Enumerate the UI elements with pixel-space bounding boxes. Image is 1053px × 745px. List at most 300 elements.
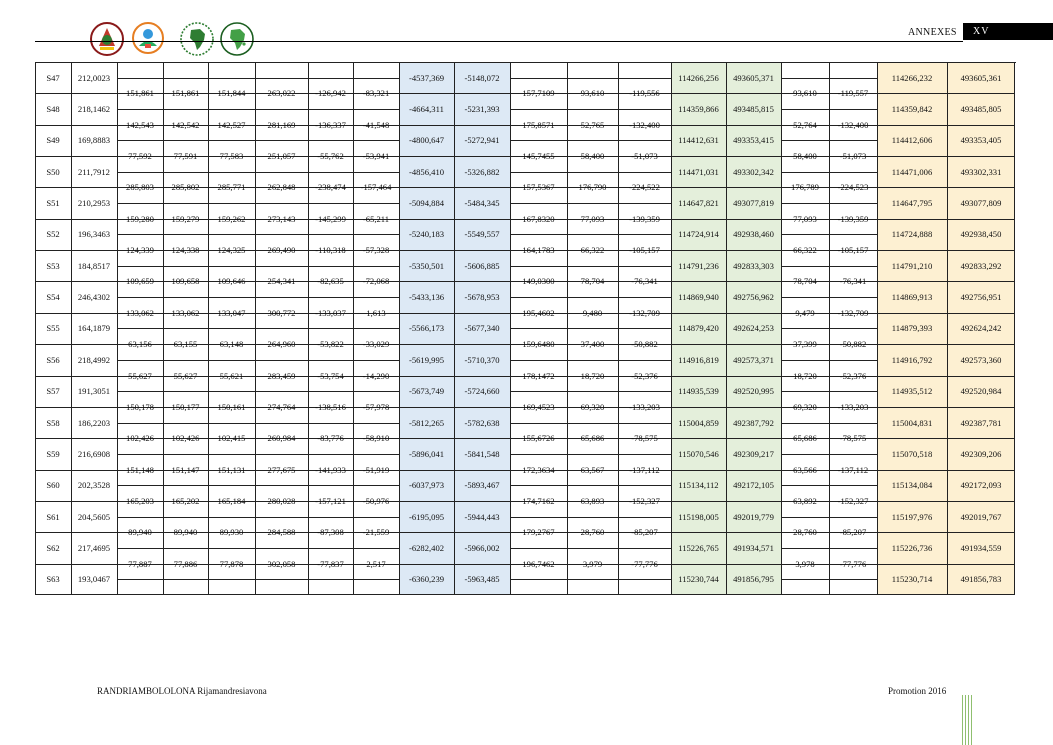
segment-value-cell: -51,073	[839, 151, 867, 162]
segment-value-cell: 133,062	[171, 307, 200, 318]
grid-hline	[308, 109, 354, 110]
station-id-cell: S60	[46, 480, 60, 491]
header-rule	[35, 41, 963, 42]
station-o1-cell: 114935,512	[891, 386, 933, 397]
station-val-cell: 218,4992	[77, 354, 111, 365]
segment-value-cell: 251,057	[267, 151, 296, 162]
grid-hline	[781, 328, 830, 329]
station-g1-cell: 114412,631	[678, 135, 719, 146]
segment-value-cell: 124,325	[217, 245, 246, 256]
segment-value-cell: 63,567	[580, 464, 605, 475]
station-e1-cell: -5673,749	[408, 386, 445, 397]
station-id-cell: S50	[46, 166, 60, 177]
segment-value-cell: -132,709	[629, 307, 660, 318]
segment-value-cell: 77,887	[128, 558, 152, 569]
segment-value-cell: 52,764	[793, 119, 817, 130]
segment-value-cell: 167,8320	[522, 213, 555, 224]
segment-value-cell: -145,299	[315, 213, 346, 224]
grid-hline	[829, 266, 878, 267]
grid-hline	[567, 203, 619, 204]
station-e2-cell: -5484,345	[464, 198, 500, 209]
segment-value-cell: -41,548	[362, 119, 390, 130]
segment-value-cell: 179,2767	[522, 527, 555, 538]
segment-value-cell: 58,400	[580, 151, 605, 162]
segment-value-cell: 37,400	[580, 339, 605, 350]
station-val-cell: 212,0023	[77, 72, 111, 83]
grid-hline	[353, 548, 400, 549]
station-g1-cell: 115070,546	[678, 448, 719, 459]
grid-hline	[255, 548, 309, 549]
grid-hline	[510, 234, 568, 235]
segment-value-cell: 164,1783	[522, 245, 555, 256]
station-g1-cell: 114879,420	[678, 323, 719, 334]
grid-hline	[163, 172, 209, 173]
station-g2-cell: 493353,415	[733, 135, 774, 146]
station-val-cell: 164,1879	[77, 323, 111, 334]
segment-value-cell: 63,156	[128, 339, 152, 350]
segment-value-cell: -65,211	[362, 213, 390, 224]
segment-value-cell: -110,318	[315, 245, 346, 256]
station-g2-cell: 492624,253	[733, 323, 774, 334]
station-id-cell: S59	[46, 448, 60, 459]
segment-value-cell: 102,426	[171, 433, 200, 444]
segment-value-cell: 109,659	[126, 276, 154, 287]
station-id-cell: S51	[46, 198, 60, 209]
segment-value-cell: 109,658	[171, 276, 200, 287]
station-e2-cell: -5326,882	[464, 166, 500, 177]
segment-value-cell: 165,184	[217, 495, 246, 506]
grid-hline	[829, 328, 878, 329]
grid-hline	[510, 109, 568, 110]
grid-hline	[618, 454, 672, 455]
grid-hline	[781, 548, 830, 549]
grid-hline	[163, 109, 209, 110]
segment-value-cell: 77,886	[173, 558, 198, 569]
station-o2-cell: 492520,984	[960, 386, 1002, 397]
segment-value-cell: 1,613	[366, 307, 386, 318]
grid-hline	[117, 485, 164, 486]
segment-value-cell: 277,675	[267, 464, 296, 475]
station-val-cell: 184,8517	[77, 260, 111, 271]
segment-value-cell: -78,575	[631, 433, 658, 444]
grid-hline	[829, 78, 878, 79]
grid-hline	[510, 548, 568, 549]
segment-value-cell: -77,837	[317, 558, 344, 569]
grid-hline	[829, 548, 878, 549]
grid-hline	[510, 360, 568, 361]
grid-hline	[255, 517, 309, 518]
grid-hline	[353, 172, 400, 173]
grid-hline	[208, 548, 256, 549]
segment-value-cell: 37,399	[793, 339, 817, 350]
grid-hline	[618, 172, 672, 173]
grid-hline	[208, 203, 256, 204]
grid-hline	[163, 360, 209, 361]
grid-hline	[163, 423, 209, 424]
grid-hline	[255, 423, 309, 424]
grid-hline	[781, 203, 830, 204]
grid-hline	[117, 454, 164, 455]
segment-value-cell: 3,979	[582, 558, 603, 569]
africa-map-icon	[178, 20, 216, 58]
segment-value-cell: 124,338	[171, 245, 200, 256]
station-o2-cell: 492387,781	[960, 417, 1002, 428]
segment-value-cell: -21,559	[362, 527, 390, 538]
grid-hline	[308, 172, 354, 173]
grid-hline	[255, 360, 309, 361]
segment-value-cell: -53,822	[317, 339, 344, 350]
grid-hline	[208, 109, 256, 110]
station-e1-cell: -5896,041	[408, 448, 445, 459]
grid-hline	[117, 78, 164, 79]
grid-hline	[163, 548, 209, 549]
segment-value-cell: 280,028	[267, 495, 296, 506]
segment-value-cell: -83,321	[362, 88, 390, 99]
segment-value-cell: 9,479	[795, 307, 815, 318]
grid-hline	[781, 360, 830, 361]
station-e2-cell: -5272,941	[464, 135, 500, 146]
station-e1-cell: -5812,265	[408, 417, 445, 428]
header-annexes-label: ANNEXES	[908, 27, 957, 38]
segment-value-cell: 151,147	[171, 464, 200, 475]
grid-hline	[829, 297, 878, 298]
segment-value-cell: -50,882	[631, 339, 658, 350]
segment-value-cell: -132,709	[837, 307, 869, 318]
segment-value-cell: 63,155	[173, 339, 198, 350]
segment-value-cell: 63,148	[219, 339, 244, 350]
grid-hline	[308, 454, 354, 455]
station-g1-cell: 114647,821	[678, 198, 719, 209]
grid-hline	[117, 360, 164, 361]
grid-hline	[208, 360, 256, 361]
grid-hline	[618, 328, 672, 329]
segment-value-cell: 93,610	[793, 88, 817, 99]
station-val-cell: 216,6908	[77, 448, 111, 459]
grid-hline	[781, 517, 830, 518]
station-e2-cell: -5710,370	[464, 354, 500, 365]
grid-hline	[353, 360, 400, 361]
segment-value-cell: -157,121	[315, 495, 346, 506]
grid-hline	[567, 172, 619, 173]
segment-value-cell: -76,341	[631, 276, 658, 287]
grid-hline	[353, 203, 400, 204]
grid-hline	[117, 517, 164, 518]
segment-value-cell: 77,592	[128, 151, 152, 162]
segment-value-cell: -133,203	[629, 401, 660, 412]
station-g1-cell: 115134,112	[678, 480, 719, 491]
segment-value-cell: 55,627	[173, 370, 198, 381]
station-e1-cell: -6037,973	[408, 480, 445, 491]
station-g2-cell: 493485,815	[733, 104, 774, 115]
grid-hline	[35, 62, 1016, 63]
grid-hline	[117, 203, 164, 204]
segment-value-cell: -136,337	[315, 119, 346, 130]
segment-value-cell: -138,516	[315, 401, 346, 412]
station-o2-cell: 493605,361	[960, 72, 1002, 83]
grid-hline	[255, 172, 309, 173]
station-g1-cell: 114471,031	[678, 166, 719, 177]
grid-hline	[510, 266, 568, 267]
segment-value-cell: -139,359	[837, 213, 869, 224]
grid-hline	[308, 423, 354, 424]
station-o1-cell: 114471,006	[891, 166, 933, 177]
station-o1-cell: 115226,736	[891, 542, 933, 553]
station-g2-cell: 493077,819	[733, 198, 774, 209]
segment-value-cell: -53,754	[317, 370, 344, 381]
station-o2-cell: 493077,809	[960, 198, 1002, 209]
segment-value-cell: 93,610	[580, 88, 605, 99]
segment-value-cell: -139,359	[629, 213, 660, 224]
segment-value-cell: -14,290	[362, 370, 390, 381]
grid-hline	[781, 266, 830, 267]
station-e2-cell: -5893,467	[464, 480, 500, 491]
grid-hline	[163, 454, 209, 455]
station-e1-cell: -4800,647	[408, 135, 445, 146]
station-g1-cell: 115198,005	[678, 511, 719, 522]
segment-value-cell: 274,764	[267, 401, 296, 412]
grid-hline	[208, 140, 256, 141]
segment-value-cell: -132,400	[837, 119, 869, 130]
segment-value-cell: 150,161	[217, 401, 246, 412]
segment-value-cell: 175,8571	[522, 119, 555, 130]
station-g1-cell: 114791,236	[678, 260, 719, 271]
segment-value-cell: 3,978	[795, 558, 815, 569]
grid-hline	[163, 485, 209, 486]
station-id-cell: S48	[46, 104, 60, 115]
station-e2-cell: -5678,953	[464, 292, 500, 303]
station-e1-cell: -4664,311	[409, 104, 444, 115]
grid-hline	[353, 423, 400, 424]
segment-value-cell: 55,621	[219, 370, 244, 381]
grid-hline	[567, 423, 619, 424]
station-e2-cell: -5944,443	[464, 511, 500, 522]
segment-value-cell: 145,7455	[522, 151, 555, 162]
station-o1-cell: 114869,913	[891, 292, 933, 303]
grid-hline	[618, 391, 672, 392]
station-e1-cell: -5350,501	[408, 260, 445, 271]
station-val-cell: 211,7912	[78, 166, 110, 177]
segment-value-cell: 195,4602	[522, 307, 555, 318]
grid-hline	[829, 360, 878, 361]
station-o2-cell: 491856,783	[960, 574, 1002, 585]
station-id-cell: S55	[46, 323, 60, 334]
segment-value-cell: 133,062	[126, 307, 154, 318]
grid-hline	[353, 328, 400, 329]
segment-value-cell: -33,029	[362, 339, 390, 350]
station-g2-cell: 492756,962	[733, 292, 774, 303]
segment-value-cell: 69,320	[793, 401, 817, 412]
station-g2-cell: 492833,303	[733, 260, 774, 271]
station-o1-cell: 115230,714	[891, 574, 933, 585]
grid-hline	[208, 391, 256, 392]
grid-hline	[208, 328, 256, 329]
station-e1-cell: -6195,095	[408, 511, 445, 522]
grid-hline	[829, 391, 878, 392]
grid-hline	[567, 109, 619, 110]
segment-value-cell: 109,646	[217, 276, 246, 287]
grid-hline	[308, 234, 354, 235]
segment-value-cell: -55,762	[317, 151, 344, 162]
segment-value-cell: 89,940	[128, 527, 152, 538]
station-o2-cell: 493485,805	[960, 104, 1002, 115]
grid-hline	[163, 297, 209, 298]
segment-value-cell: 133,047	[217, 307, 246, 318]
station-id-cell: S63	[46, 574, 60, 585]
grid-hline	[829, 454, 878, 455]
segment-value-cell: 150,178	[126, 401, 154, 412]
station-g1-cell: 114869,940	[678, 292, 719, 303]
grid-hline	[567, 328, 619, 329]
grid-hline	[163, 391, 209, 392]
station-o1-cell: 115197,976	[891, 511, 933, 522]
station-e1-cell: -5566,173	[408, 323, 445, 334]
grid-hline	[308, 140, 354, 141]
segment-value-cell: -52,376	[631, 370, 658, 381]
segment-value-cell: -157,464	[360, 182, 392, 193]
segment-value-cell: 263,022	[267, 88, 296, 99]
station-id-cell: S61	[46, 511, 60, 522]
grid-hline	[255, 297, 309, 298]
grid-hline	[353, 109, 400, 110]
segment-value-cell: -133,203	[837, 401, 869, 412]
segment-value-cell: 2,517	[366, 558, 386, 569]
segment-value-cell: -119,556	[629, 88, 660, 99]
segment-value-cell: 65,686	[580, 433, 605, 444]
station-id-cell: S52	[46, 229, 60, 240]
grid-hline	[208, 454, 256, 455]
grid-hline	[618, 109, 672, 110]
station-val-cell: 202,3528	[77, 480, 111, 491]
grid-hline	[781, 485, 830, 486]
segment-value-cell: 172,3634	[522, 464, 555, 475]
segment-value-cell: 102,426	[126, 433, 154, 444]
segment-value-cell: 65,686	[793, 433, 817, 444]
segment-value-cell: 69,320	[580, 401, 605, 412]
station-g1-cell: 115004,859	[678, 417, 719, 428]
station-e1-cell: -5094,884	[408, 198, 445, 209]
grid-hline	[829, 579, 878, 580]
grid-hline	[510, 454, 568, 455]
station-o1-cell: 114916,792	[891, 354, 933, 365]
segment-value-cell: 142,543	[126, 119, 154, 130]
station-o2-cell: 492756,951	[960, 292, 1002, 303]
segment-value-cell: -137,112	[629, 464, 660, 475]
grid-hline	[567, 78, 619, 79]
grid-hline	[117, 423, 164, 424]
grid-hline	[308, 360, 354, 361]
grid-hline	[618, 203, 672, 204]
grid-hline	[618, 423, 672, 424]
segment-value-cell: -119,557	[837, 88, 869, 99]
segment-value-cell: 142,527	[217, 119, 246, 130]
grid-hline	[567, 485, 619, 486]
station-val-cell: 191,3051	[77, 386, 111, 397]
grid-hline	[510, 328, 568, 329]
station-g2-cell: 492309,217	[733, 448, 774, 459]
station-g2-cell: 491856,795	[733, 574, 774, 585]
grid-hline	[353, 297, 400, 298]
grid-hline	[353, 266, 400, 267]
station-o2-cell: 492833,292	[960, 260, 1002, 271]
grid-hline	[255, 234, 309, 235]
station-o2-cell: 492573,360	[960, 354, 1002, 365]
grid-hline	[510, 172, 568, 173]
grid-hline	[567, 579, 619, 580]
station-o1-cell: 114359,842	[891, 104, 933, 115]
grid-hline	[117, 579, 164, 580]
grid-hline	[510, 203, 568, 204]
grid-hline	[829, 140, 878, 141]
segment-value-cell: 151,861	[171, 88, 200, 99]
station-id-cell: S49	[46, 135, 60, 146]
station-g2-cell: 492387,792	[733, 417, 774, 428]
station-o2-cell: 493353,405	[960, 135, 1002, 146]
segment-value-cell: -85,207	[839, 527, 867, 538]
grid-hline	[618, 485, 672, 486]
grid-hline	[353, 391, 400, 392]
grid-hline	[117, 328, 164, 329]
footer-decoration	[962, 695, 974, 745]
segment-value-cell: -137,112	[837, 464, 869, 475]
segment-value-cell: -141,933	[315, 464, 346, 475]
grid-hline	[567, 454, 619, 455]
station-g1-cell: 114916,819	[678, 354, 719, 365]
grid-hline	[308, 485, 354, 486]
grid-hline	[618, 548, 672, 549]
segment-value-cell: 77,583	[219, 151, 244, 162]
segment-value-cell: -238,474	[315, 182, 346, 193]
segment-value-cell: 9,480	[582, 307, 603, 318]
segment-value-cell: 66,322	[580, 245, 605, 256]
grid-hline	[567, 297, 619, 298]
grid-hline	[781, 78, 830, 79]
segment-value-cell: -224,522	[629, 182, 660, 193]
grid-hline	[163, 579, 209, 580]
segment-value-cell: -83,776	[317, 433, 344, 444]
grid-hline	[208, 423, 256, 424]
grid-hline	[829, 234, 878, 235]
grid-hline	[208, 266, 256, 267]
grid-hline	[163, 140, 209, 141]
segment-value-cell: 262,848	[267, 182, 296, 193]
grid-hline	[781, 423, 830, 424]
segment-value-cell: -76,341	[839, 276, 867, 287]
station-id-cell: S56	[46, 354, 60, 365]
station-e2-cell: -5148,072	[464, 72, 500, 83]
grid-hline	[117, 297, 164, 298]
station-id-cell: S62	[46, 542, 60, 553]
grid-hline	[618, 234, 672, 235]
grid-hline	[829, 172, 878, 173]
grid-hline	[781, 109, 830, 110]
segment-value-cell: -77,776	[631, 558, 658, 569]
grid-hline	[208, 579, 256, 580]
station-o1-cell: 115134,084	[891, 480, 933, 491]
grid-hline	[618, 78, 672, 79]
segment-value-cell: 174,7162	[522, 495, 555, 506]
grid-hline	[163, 328, 209, 329]
grid-hline	[618, 140, 672, 141]
grid-hline	[510, 140, 568, 141]
segment-value-cell: 169,4523	[522, 401, 555, 412]
grid-hline	[255, 109, 309, 110]
station-g2-cell: 493605,371	[733, 72, 774, 83]
grid-hline	[567, 360, 619, 361]
segment-value-cell: 52,765	[580, 119, 605, 130]
grid-hline	[353, 78, 400, 79]
grid-hline	[618, 266, 672, 267]
station-val-cell: 210,2953	[77, 198, 111, 209]
